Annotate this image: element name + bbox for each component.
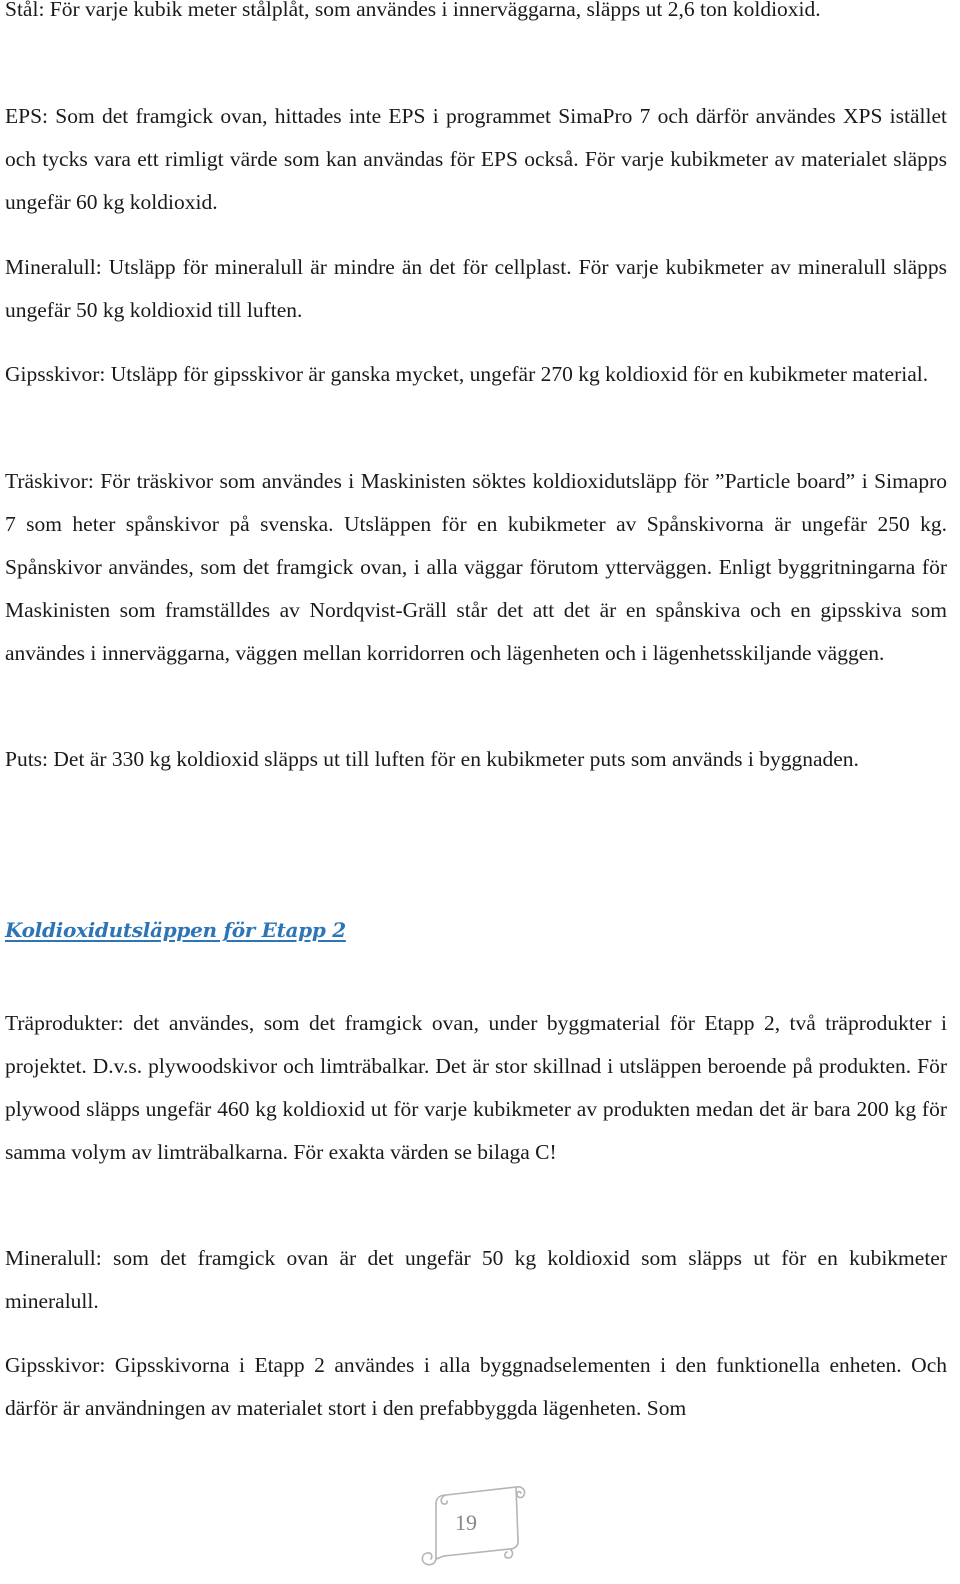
- paragraph-mineralull-1: Mineralull: Utsläpp för mineralull är mindre än det för cellplast. För varje kubikmeter av mineralull släpps ungefär 50 kg koldioxid till luften.: [5, 255, 947, 322]
- paragraph-traskivor: Träskivor: För träskivor som användes i Maskinisten söktes koldioxidutsläpp för ”Particle board” i Simapro 7 som heter spånskivor på svenska. Utsläppen för en kubikmeter av Spånskivorna är ungefär 250 kg. Spånskivor användes, som det framgick ovan, i alla väggar förutom ytterväggen. Enligt byggritningarna för Maskinisten som framställdes av Nordqvist-Gräll står det att det är en spånskiva och en gipsskiva som användes i innerväggarna, väggen mellan korridorren och lägenheten och i lägenhetsskiljande väggen.: [5, 469, 947, 665]
- paragraph-puts: Puts: Det är 330 kg koldioxid släpps ut till luften för en kubikmeter puts som används i byggnaden.: [5, 747, 859, 771]
- paragraph-mineralull-2: Mineralull: som det framgick ovan är det ungefär 50 kg koldioxid som släpps ut för en kubikmeter mineralull.: [5, 1246, 947, 1313]
- paragraph-eps: EPS: Som det framgick ovan, hittades inte EPS i programmet SimaPro 7 och därför användes XPS istället och tycks vara ett rimligt värde som kan användas för EPS också. För varje kubikmeter av materialet släpps ungefär 60 kg koldioxid.: [5, 104, 947, 214]
- page-number-footer: [418, 1478, 532, 1570]
- paragraph-stal: Stål: För varje kubik meter stålplåt, som användes i innerväggarna, släpps ut 2,6 ton koldioxid.: [5, 0, 821, 21]
- paragraph-traprodukter: Träprodukter: det användes, som det framgick ovan, under byggmaterial för Etapp 2, två träprodukter i projektet. D.v.s. plywoodskivor och limträbalkar. Det är stor skillnad i utsläppen beroende på produkten. För plywood släpps ungefär 460 kg koldioxid ut för varje kubikmeter av produkten medan det är bara 200 kg för samma volym av limträbalkarna. För exakta värden se bilaga C!: [5, 1011, 947, 1164]
- page-number: 19: [455, 1510, 477, 1535]
- paragraph-gipsskivor-2: Gipsskivor: Gipsskivorna i Etapp 2 användes i alla byggnadselementen i den funktionella enheten. Och därför är användningen av materialet stort i den prefabbyggda lägenheten. Som: [5, 1353, 947, 1420]
- paragraph-gipsskivor-1: Gipsskivor: Utsläpp för gipsskivor är ganska mycket, ungefär 270 kg koldioxid för en kubikmeter material.: [5, 362, 929, 386]
- section-heading: Koldioxidutsläppen för Etapp 2: [5, 918, 346, 942]
